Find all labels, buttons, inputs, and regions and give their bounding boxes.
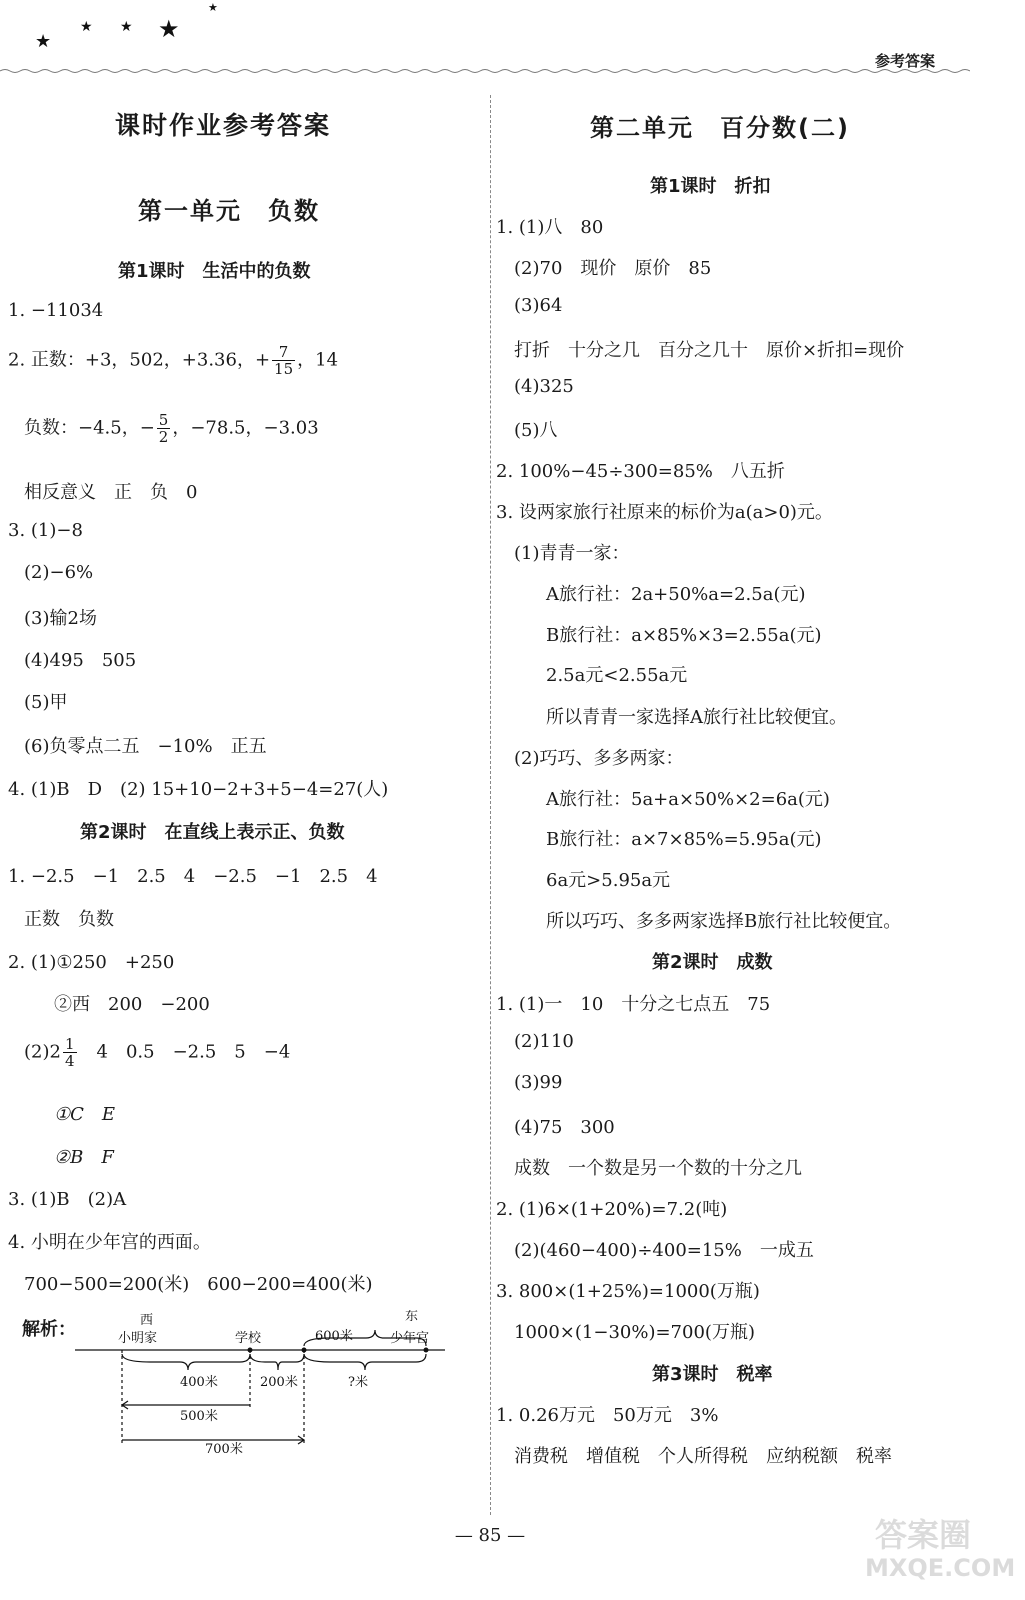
answer-line: A旅行社：2a+50%a=2.5a(元): [546, 584, 806, 605]
answer-line: 700−500=200(米) 600−200=400(米): [24, 1274, 373, 1295]
page-title: 课时作业参考答案: [115, 111, 332, 140]
label-school: 学校: [235, 1331, 262, 1346]
star-icon: ★: [208, 1, 218, 14]
lesson-title: 第2课时 在直线上表示正、负数: [80, 822, 345, 843]
answer-line: (2)−6%: [24, 562, 94, 583]
star-icon: ★: [120, 19, 133, 35]
star-icon: ★: [80, 19, 93, 35]
answer-line: 4. (1)B D (2) 15+10−2+3+5−4=27(人): [8, 779, 389, 800]
answer-line: 2. (1)①250 +250: [8, 952, 175, 973]
fraction: $\frac{5}{2}$: [158, 411, 169, 446]
header-wavy-line: [0, 68, 970, 74]
answer-line: (4)495 505: [24, 650, 137, 671]
lesson-title: 第1课时 生活中的负数: [118, 261, 311, 282]
brace-400: [122, 1354, 250, 1370]
distance-diagram: [70, 1310, 460, 1490]
answer-line: 打折 十分之几 百分之几十 原价×折扣=现价: [514, 340, 905, 361]
answer-line: 成数 一个数是另一个数的十分之几: [514, 1158, 802, 1179]
answer-line: (3)64: [514, 295, 563, 316]
answer-line: (2)70 现价 原价 85: [514, 258, 712, 279]
decorative-stars: [30, 1, 230, 52]
analysis-label: 解析：: [22, 1319, 76, 1340]
answer-line: 1. 0.26万元 50万元 3%: [496, 1405, 719, 1426]
answer-line: (4)75 300: [514, 1117, 615, 1138]
answer-line: (3)99: [514, 1072, 563, 1093]
label-500: 500米: [180, 1409, 218, 1424]
label-400: 400米: [180, 1375, 218, 1390]
point-school: [248, 1348, 253, 1353]
label-600: 600米: [315, 1329, 353, 1344]
answer-line: 4. 小明在少年宫的西面。: [8, 1232, 211, 1253]
answer-line: 3. 800×(1+25%)=1000(万瓶): [496, 1281, 760, 1302]
label-700: 700米: [205, 1442, 243, 1457]
answer-line: (6)负零点二五 −10% 正五: [24, 736, 267, 757]
star-icon: ★: [158, 15, 180, 43]
answer-line: 3. 设两家旅行社原来的标价为a(a>0)元。: [496, 502, 833, 523]
answer-line: B旅行社：a×85%×3=2.55a(元): [546, 625, 822, 646]
label-q: ?米: [348, 1375, 368, 1390]
answer-line: 相反意义 正 负 0: [24, 482, 198, 503]
answer-line: 1. (1)八 80: [496, 217, 604, 238]
answer-line: 消费税 增值税 个人所得税 应纳税额 税率: [514, 1446, 892, 1467]
answer-line: 负数：−4.5，− $\frac{5}{2}$ ，−78.5，−3.03: [24, 411, 319, 446]
watermark: [865, 1510, 1016, 1590]
answer-line: 3. (1)−8: [8, 520, 83, 541]
answer-line: 所以巧巧、多多两家选择B旅行社比较便宜。: [546, 911, 902, 932]
answer-line: B旅行社：a×7×85%=5.95a(元): [546, 829, 822, 850]
answer-line: 2. 100%−45÷300=85% 八五折: [496, 461, 785, 482]
answer-line: (2)110: [514, 1031, 574, 1052]
answer-line: 1000×(1−30%)=700(万瓶): [514, 1322, 755, 1343]
answer-line: (2)巧巧、多多两家：: [514, 748, 684, 769]
answer-line: ①C E: [54, 1104, 116, 1125]
unit-title: 第二单元 百分数(二): [590, 114, 850, 142]
fraction: $\frac{7}{15}$: [274, 343, 294, 378]
unit-title: 第一单元 负数: [138, 197, 320, 225]
label-200: 200米: [260, 1375, 298, 1390]
answer-line: ②西 200 −200: [54, 994, 210, 1015]
answer-line: 2.5a元<2.55a元: [546, 665, 688, 686]
point-palace: [424, 1348, 429, 1353]
star-icon: ★: [35, 31, 52, 52]
lesson-title: 第2课时 成数: [652, 952, 773, 973]
answer-line: 6a元>5.95a元: [546, 870, 671, 891]
lesson-title: 第3课时 税率: [652, 1364, 773, 1385]
answer-line: 2. (1)6×(1+20%)=7.2(吨): [496, 1199, 728, 1220]
answer-line: 3. (1)B (2)A: [8, 1189, 127, 1210]
answer-line: 1. (1)一 10 十分之七点五 75: [496, 994, 771, 1015]
answer-line: 2. 正数：+3，502，+3.36，+ $\frac{7}{15}$ ，14: [8, 343, 339, 378]
page-number: — 85 —: [454, 1525, 526, 1546]
label-home: 小明家: [118, 1331, 158, 1346]
answer-line: 正数 负数: [24, 909, 114, 930]
answer-line: 1. −11034: [8, 300, 104, 321]
answer-line: ②B F: [54, 1147, 114, 1168]
answer-line: (2)2 $\frac{1}{4}$ 4 0.5 −2.5 5 −4: [24, 1035, 291, 1070]
answer-line: (5)甲: [24, 692, 68, 713]
answer-line: (2)(460−400)÷400=15% 一成五: [514, 1240, 814, 1261]
point-mid: [302, 1348, 307, 1353]
header-label: 参考答案: [874, 52, 935, 70]
answer-line: 所以青青一家选择A旅行社比较便宜。: [546, 707, 847, 728]
answer-line: A旅行社：5a+a×50%×2=6a(元): [546, 789, 830, 810]
brace-200: [250, 1354, 304, 1370]
fraction: $\frac{1}{4}$: [64, 1035, 75, 1070]
answer-line: (5)八: [514, 420, 558, 441]
watermark-url: MXQE.COM: [865, 1554, 1016, 1582]
answer-line: 1. −2.5 −1 2.5 4 −2.5 −1 2.5 4: [8, 866, 378, 887]
watermark-text: 答案圈: [875, 1516, 972, 1554]
answer-line: (1)青青一家：: [514, 543, 630, 564]
brace-q: [304, 1354, 426, 1370]
label-east: 东: [405, 1310, 419, 1324]
answer-line: (3)输2场: [24, 608, 97, 629]
column-divider: [490, 95, 491, 1515]
answer-line: (4)325: [514, 376, 574, 397]
label-west: 西: [140, 1313, 154, 1328]
label-palace: 少年宫: [390, 1331, 430, 1346]
lesson-title: 第1课时 折扣: [650, 176, 771, 197]
